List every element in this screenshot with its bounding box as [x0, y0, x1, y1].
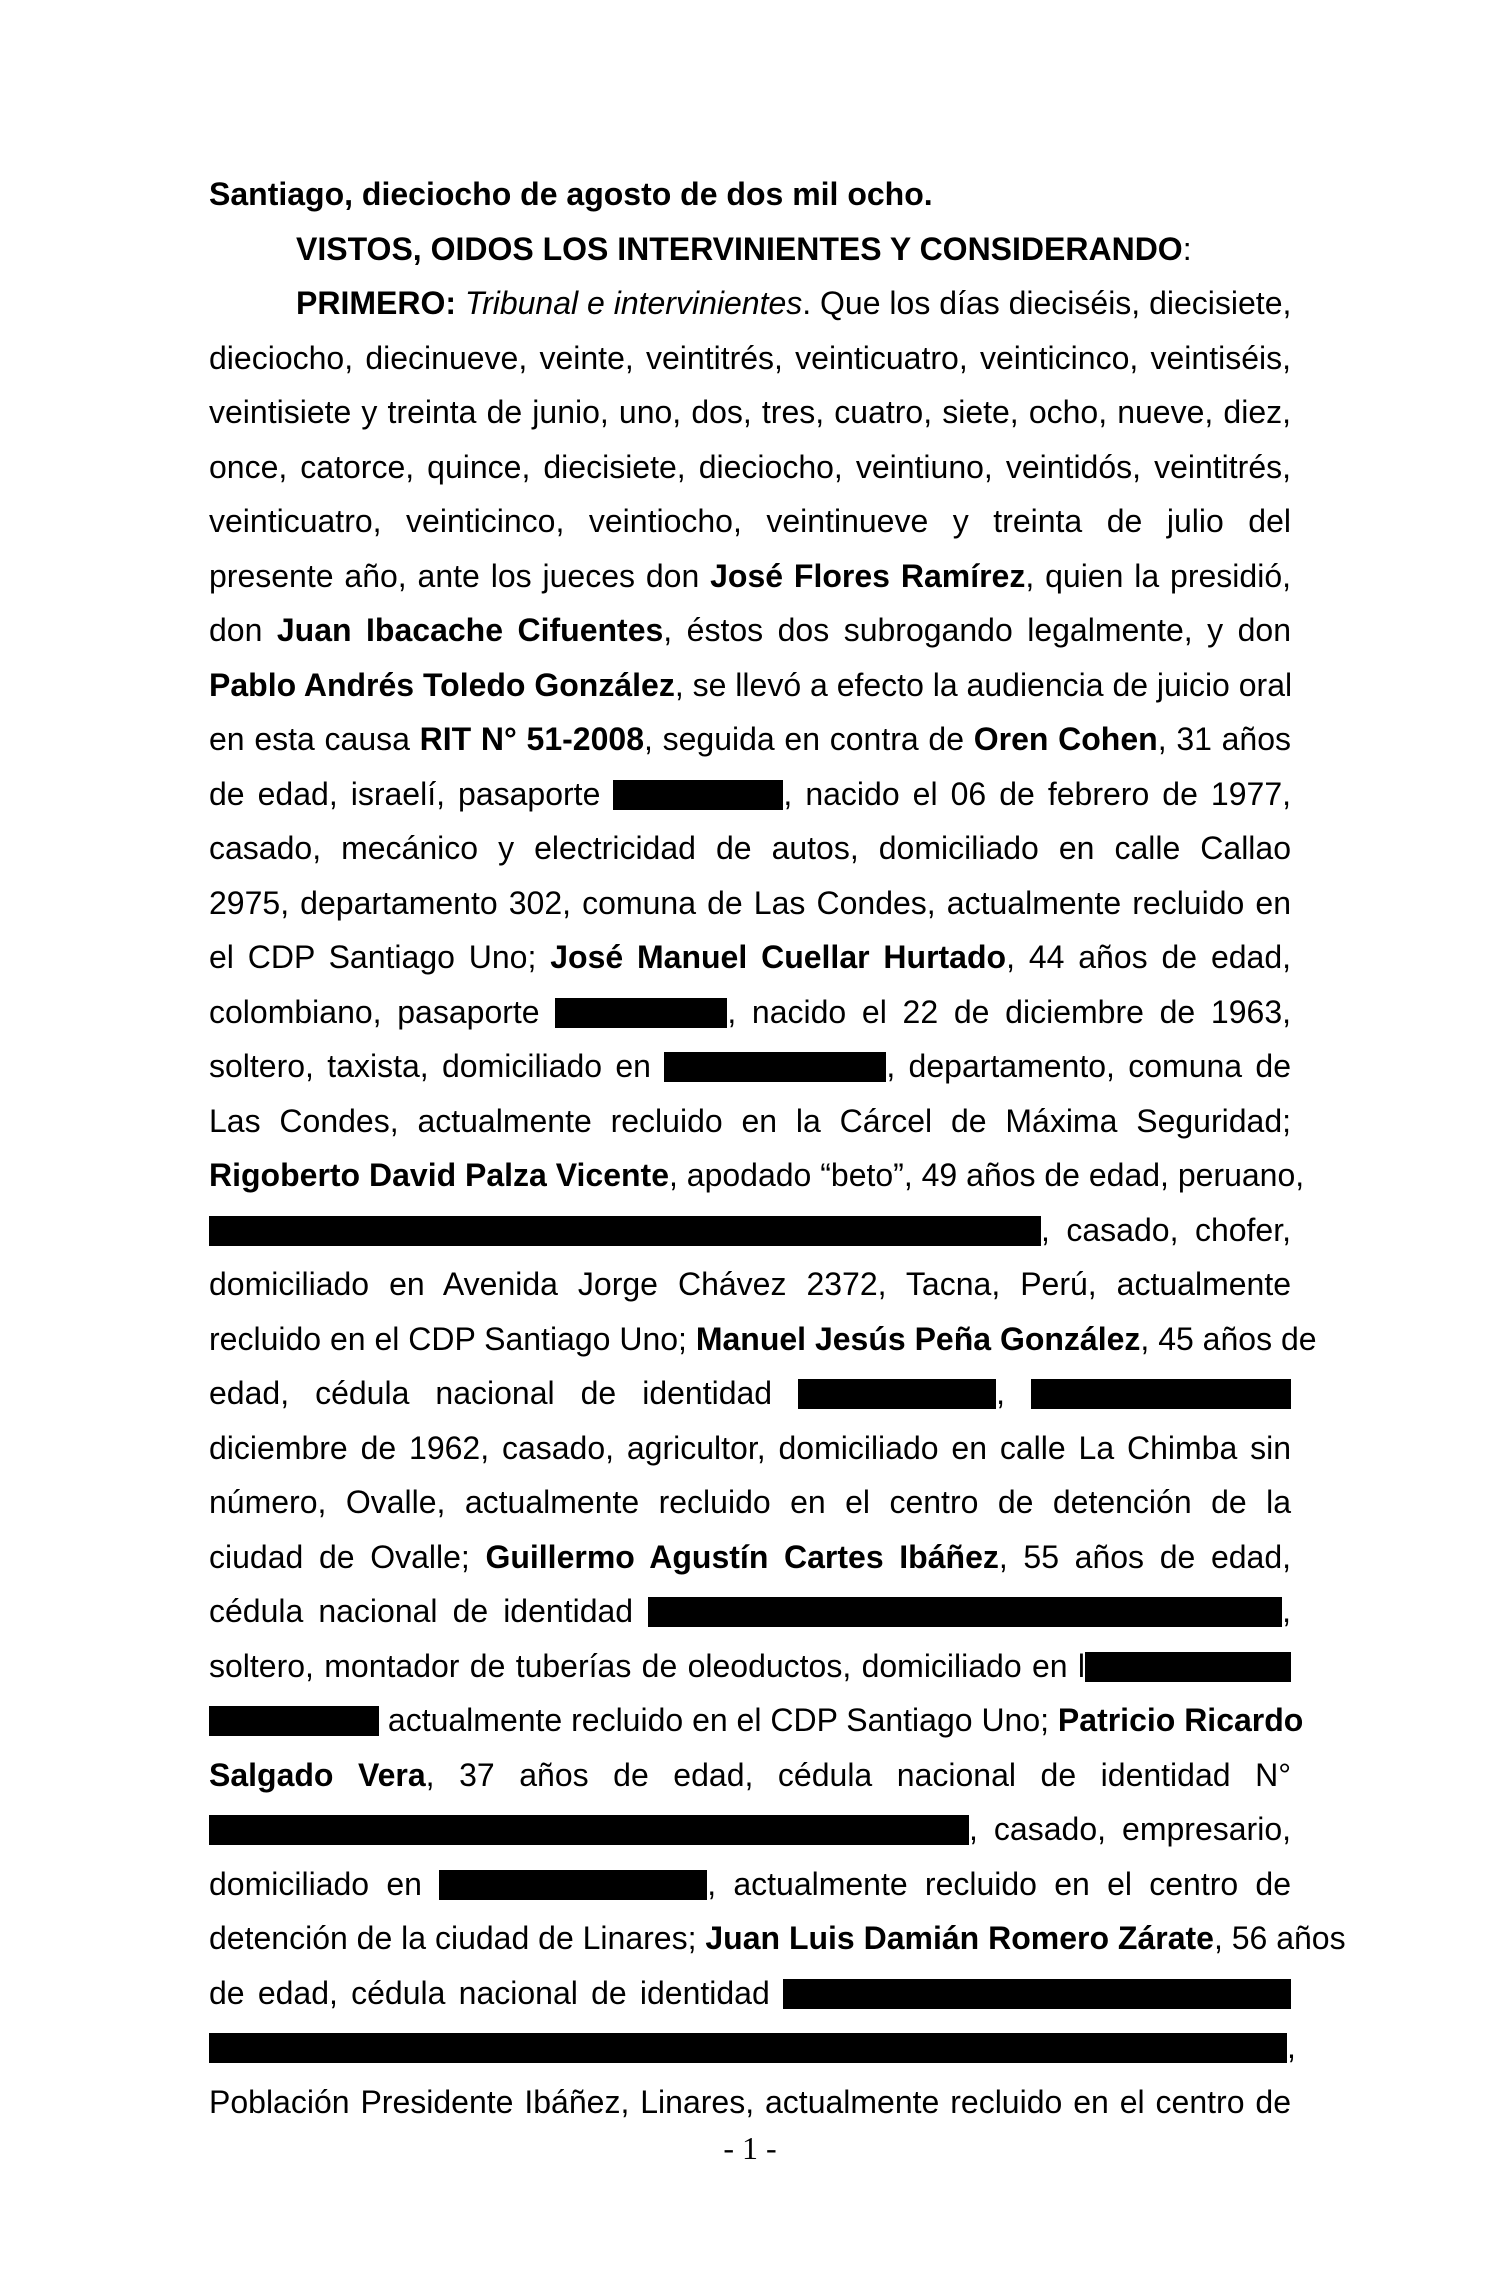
- body-line-19: Rigoberto David Palza Vicente, apodado “beto”, 49 años de edad, peruano,: [209, 1157, 1305, 1193]
- body-line-09: don Juan Ibacache Cifuentes, éstos dos subrogando legalmente, y don: [209, 612, 1292, 648]
- redaction-block: [798, 1379, 996, 1409]
- page-number: - 1 -: [723, 2130, 777, 2166]
- accused-name: Oren Cohen: [973, 721, 1158, 757]
- body-line-18: Las Condes, actualmente recluido en la Cárcel de Máxima Seguridad;: [209, 1103, 1291, 1139]
- redaction-block: [555, 998, 727, 1028]
- body-line-30: Salgado Vera, 37 años de edad, cédula nacional de identidad N°: [209, 1757, 1291, 1793]
- accused-name: Rigoberto David Palza Vicente: [209, 1157, 669, 1193]
- section-title: Tribunal e intervinientes: [464, 285, 803, 321]
- body-line-10: Pablo Andrés Toledo González, se llevó a efecto la audiencia de juicio oral: [209, 667, 1293, 703]
- case-number: RIT N° 51-2008: [419, 721, 644, 757]
- date-line: Santiago, dieciocho de agosto de dos mil ocho.: [209, 176, 933, 212]
- body-line-29: actualmente recluido en el CDP Santiago Uno; Patricio Ricardo: [209, 1693, 1291, 1747]
- body-line-15: el CDP Santiago Uno; José Manuel Cuellar Hurtado, 44 años de edad,: [209, 939, 1292, 975]
- body-line-12: de edad, israelí, pasaporte , nacido el 06 de febrero de 1977,: [209, 776, 1292, 812]
- redaction-block: [1031, 1379, 1291, 1409]
- body-line-08: presente año, ante los jueces don José Flores Ramírez, quien la presidió,: [209, 558, 1292, 594]
- body-line-25: número, Ovalle, actualmente recluido en el centro de detención de la: [209, 1484, 1291, 1520]
- redaction-block: [783, 1979, 1291, 2009]
- judge-name: Juan Ibacache Cifuentes: [276, 612, 664, 648]
- accused-name: Patricio Ricardo: [1057, 1702, 1304, 1738]
- body-line-36: Población Presidente Ibáñez, Linares, actualmente recluido en el centro de: [209, 2084, 1291, 2120]
- body-line-07: veinticuatro, veinticinco, veintiocho, veintinueve y treinta de julio del: [209, 503, 1291, 539]
- accused-name: Manuel Jesús Peña González: [695, 1321, 1141, 1357]
- redaction-block: [664, 1052, 886, 1082]
- body-line-24: diciembre de 1962, casado, agricultor, domiciliado en calle La Chimba sin: [209, 1430, 1291, 1466]
- accused-name: José Manuel Cuellar Hurtado: [550, 939, 1007, 975]
- body-line-31: , casado, empresario,: [209, 1802, 1291, 1856]
- body-line-35: ,: [209, 2020, 1291, 2074]
- redaction-block: [1085, 1652, 1291, 1682]
- redaction-block: [439, 1870, 707, 1900]
- body-line-22: recluido en el CDP Santiago Uno; Manuel Jesús Peña González, 45 años de: [209, 1321, 1317, 1357]
- judge-name: Pablo Andrés Toledo González: [209, 667, 675, 703]
- body-line-27: cédula nacional de identidad ,: [209, 1593, 1291, 1629]
- body-line-04: dieciocho, diecinueve, veinte, veintitrés, veinticuatro, veinticinco, veintiséis,: [209, 340, 1291, 376]
- body-line-21: domiciliado en Avenida Jorge Chávez 2372, Tacna, Perú, actualmente: [209, 1266, 1291, 1302]
- body-line-13: casado, mecánico y electricidad de autos, domiciliado en calle Callao: [209, 830, 1291, 866]
- body-line-28: soltero, montador de tuberías de oleoductos, domiciliado en l: [209, 1639, 1291, 1693]
- accused-name: Guillermo Agustín Cartes Ibáñez: [485, 1539, 999, 1575]
- body-line-32: domiciliado en , actualmente recluido en el centro de: [209, 1866, 1292, 1902]
- redaction-block: [209, 2033, 1287, 2063]
- body-line-05: veintisiete y treinta de junio, uno, dos, tres, cuatro, siete, ocho, nueve, diez,: [209, 394, 1291, 430]
- redaction-block: [613, 780, 783, 810]
- redaction-block: [209, 1216, 1041, 1246]
- body-line-23: edad, cédula nacional de identidad ,: [209, 1366, 1291, 1420]
- redaction-block: [648, 1597, 1282, 1627]
- body-line-11: en esta causa RIT N° 51-2008, seguida en contra de Oren Cohen, 31 años: [209, 721, 1292, 757]
- accused-name: Juan Luis Damián Romero Zárate: [705, 1920, 1214, 1956]
- accused-name: Salgado Vera: [209, 1757, 426, 1793]
- section-label: PRIMERO:: [296, 285, 456, 321]
- body-line-06: once, catorce, quince, diecisiete, dieciocho, veintiuno, veintidós, veintitrés,: [209, 449, 1291, 485]
- redaction-block: [209, 1706, 379, 1736]
- heading-line: VISTOS, OIDOS LOS INTERVINIENTES Y CONSIDERANDO:: [296, 231, 1192, 267]
- body-line-17: soltero, taxista, domiciliado en , departamento, comuna de: [209, 1048, 1292, 1084]
- judge-name: José Flores Ramírez: [710, 558, 1026, 594]
- body-line-26: ciudad de Ovalle; Guillermo Agustín Cartes Ibáñez, 55 años de edad,: [209, 1539, 1292, 1575]
- body-line-20: , casado, chofer,: [209, 1203, 1291, 1257]
- body-line-14: 2975, departamento 302, comuna de Las Condes, actualmente recluido en: [209, 885, 1291, 921]
- body-line-34: de edad, cédula nacional de identidad: [209, 1966, 1291, 2020]
- redaction-block: [209, 1815, 969, 1845]
- body-line-03: PRIMERO: Tribunal e intervinientes. Que los días dieciséis, diecisiete,: [296, 285, 1292, 321]
- body-line-33: detención de la ciudad de Linares; Juan Luis Damián Romero Zárate, 56 años: [209, 1920, 1346, 1956]
- body-line-16: colombiano, pasaporte , nacido el 22 de diciembre de 1963,: [209, 994, 1292, 1030]
